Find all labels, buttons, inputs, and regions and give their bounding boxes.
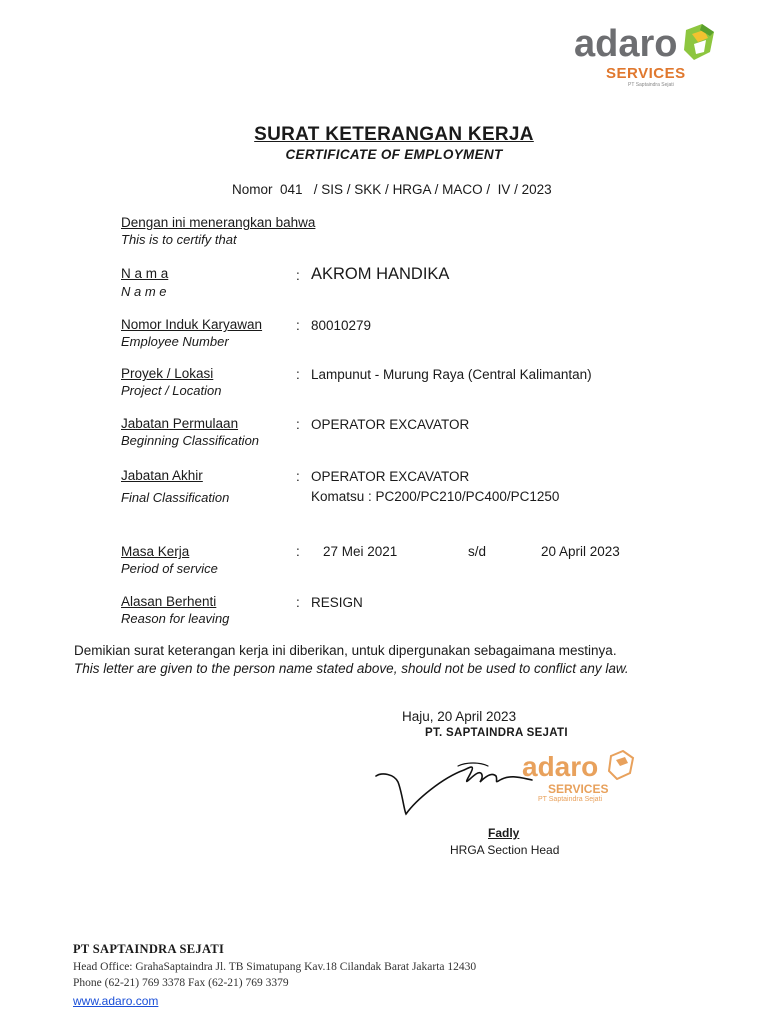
field-label-period-en: Period of service (121, 561, 218, 576)
field-value-period-start: 27 Mei 2021 (323, 544, 398, 559)
field-label-name: N a m a (121, 266, 169, 281)
document-subtitle: CERTIFICATE OF EMPLOYMENT (285, 147, 503, 162)
field-colon: : (296, 318, 300, 333)
logo-services: SERVICES (606, 65, 686, 82)
field-colon: : (296, 367, 300, 382)
stamp-leaf-icon (608, 750, 636, 780)
footer-phone: Phone (62-21) 769 3378 Fax (62-21) 769 3379 (73, 977, 289, 989)
field-value-reason: RESIGN (311, 595, 363, 610)
field-colon: : (296, 268, 300, 283)
field-colon: : (296, 595, 300, 610)
field-value-period-sd: s/d (468, 544, 487, 559)
field-label-period: Masa Kerja (121, 544, 190, 559)
logo-subtitle: PT Saptaindra Sejati (628, 82, 674, 88)
intro-id: Dengan ini menerangkan bahwa (121, 215, 316, 230)
field-value-equipment: Komatsu : PC200/PC210/PC400/PC1250 (311, 489, 560, 504)
closing-statement-en: This letter are given to the person name stated above, should not be used to conflict any law. (74, 661, 629, 676)
field-label-employee-number-en: Employee Number (121, 334, 229, 349)
signature-stamp-area (372, 748, 642, 818)
field-value-project: Lampunut - Murung Raya (Central Kalimantan) (311, 367, 592, 382)
field-label-final-classification-en: Final Classification (121, 490, 230, 505)
field-label-beginning-classification: Jabatan Permulaan (121, 416, 239, 431)
field-value-employee-number: 80010279 (311, 318, 372, 333)
field-label-name-en: N a m e (121, 284, 167, 299)
place-date: Haju, 20 April 2023 (402, 709, 517, 724)
closing-statement-id: Demikian surat keterangan kerja ini diberikan, untuk dipergunakan sebagaimana mestinya. (74, 643, 617, 658)
footer-address: Head Office: GrahaSaptaindra Jl. TB Simatupang Kav.18 Cilandak Barat Jakarta 12430 (73, 961, 477, 973)
field-colon: : (296, 544, 300, 559)
footer-company: PT SAPTAINDRA SEJATI (73, 942, 225, 956)
intro-en: This is to certify that (121, 232, 237, 247)
field-value-final-classification: OPERATOR EXCAVATOR (311, 469, 470, 484)
field-value-period-end: 20 April 2023 (541, 544, 620, 559)
document-title: SURAT KETERANGAN KERJA (254, 124, 534, 145)
stamp-wordmark: adaro (522, 751, 599, 782)
field-colon: : (296, 417, 300, 432)
field-label-project: Proyek / Lokasi (121, 366, 214, 381)
signing-company: PT. SAPTAINDRA SEJATI (425, 727, 568, 739)
stamp-subtitle: PT Saptaindra Sejati (538, 796, 603, 803)
field-label-employee-number: Nomor Induk Karyawan (121, 317, 263, 332)
field-label-final-classification: Jabatan Akhir (121, 468, 203, 483)
field-label-reason: Alasan Berhenti (121, 594, 217, 609)
field-label-reason-en: Reason for leaving (121, 611, 230, 626)
signer-name: Fadly (488, 826, 520, 840)
adaro-leaf-icon (682, 22, 718, 62)
footer-website-link[interactable]: www.adaro.com (73, 994, 159, 1008)
field-value-beginning-classification: OPERATOR EXCAVATOR (311, 417, 470, 432)
field-colon: : (296, 469, 300, 484)
document-number: Nomor 041 / SIS / SKK / HRGA / MACO / IV / 2023 (232, 182, 552, 197)
signer-title: HRGA Section Head (450, 843, 560, 857)
logo-wordmark: adaro (574, 23, 678, 65)
field-label-project-en: Project / Location (121, 383, 222, 398)
company-logo (560, 20, 730, 92)
field-label-beginning-classification-en: Beginning Classification (121, 433, 260, 448)
field-value-name: AKROM HANDIKA (311, 265, 450, 283)
stamp-services: SERVICES (548, 782, 609, 796)
